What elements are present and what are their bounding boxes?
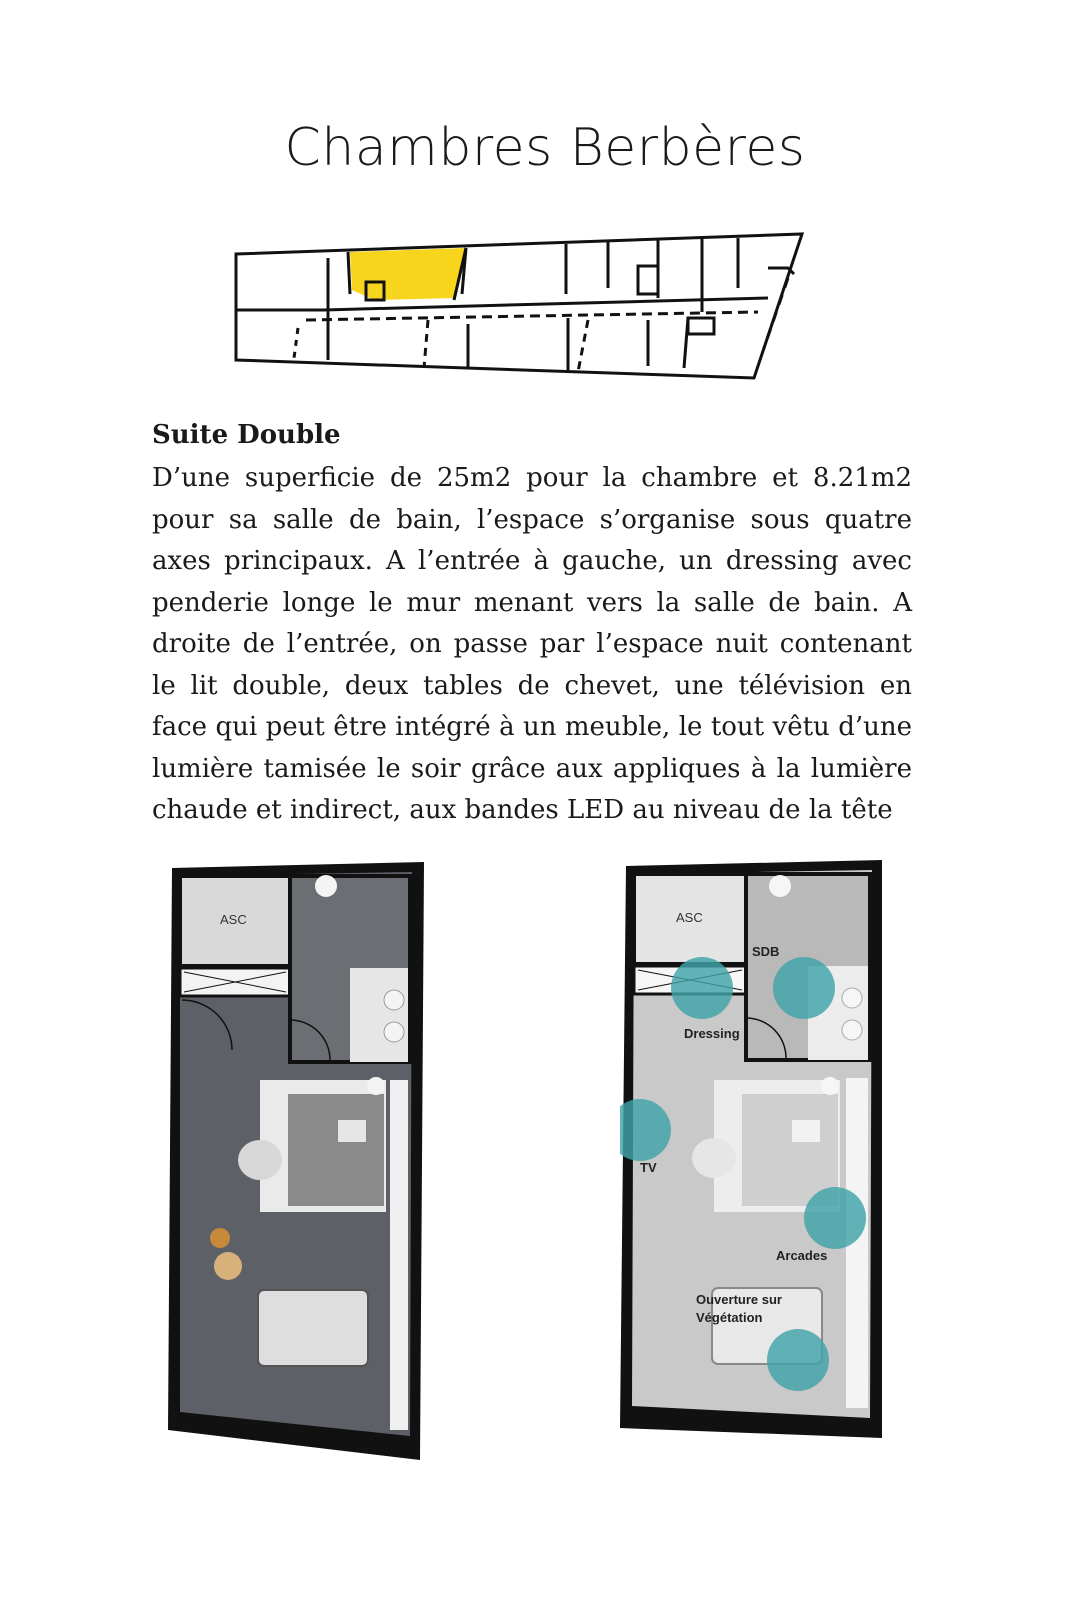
marker-ouverture [767, 1329, 829, 1391]
label-ouverture-line1: Ouverture sur [696, 1292, 782, 1307]
asc-label: ASC [220, 912, 247, 927]
description-paragraph: D’une superficie de 25m2 pour la chambre et 8.21m2 pour sa salle de bain, l’espace s’organise sous quatre axes principaux. A l’entrée à gauche, un dressing avec penderie longe le mur menant vers la salle de bain. A droite de l’entrée, on passe par l’espace nuit contenant le lit double, deux tables de chevet, une télévision en face qui peut être intégré à un meuble, le tout vêtu d’une lumière tamisée le soir grâce aux appliques à la lumière chaude et indirect, aux bandes LED au niveau de la tête [152, 463, 912, 825]
sink-icon [842, 988, 862, 1008]
bench [258, 1290, 368, 1366]
rendered-floor-plan [168, 860, 428, 1460]
pillow [792, 1120, 820, 1142]
sink-icon [842, 1020, 862, 1040]
page-title: Chambres Berbères [284, 118, 806, 178]
label-sdb: SDB [752, 944, 780, 959]
label-dressing: Dressing [684, 1026, 740, 1041]
sink-icon [384, 990, 404, 1010]
annotated-floor-plan [620, 858, 890, 1458]
label-ouverture-line2: Végétation [696, 1310, 763, 1325]
lamp-icon [367, 1077, 385, 1095]
bed [288, 1094, 384, 1206]
marker-sdb [773, 957, 835, 1019]
sink-icon [384, 1022, 404, 1042]
toilet-icon [315, 875, 337, 897]
toilet-icon [769, 875, 791, 897]
lamp-icon [821, 1077, 839, 1095]
asc-label: ASC [676, 910, 703, 925]
marker-arcades [804, 1187, 866, 1249]
label-tv: TV [640, 1160, 657, 1175]
section-subtitle: Suite Double [152, 420, 341, 450]
key-floor-plan [228, 228, 818, 393]
marker-dressing [671, 957, 733, 1019]
pillow [338, 1120, 366, 1142]
label-arcades: Arcades [776, 1248, 828, 1263]
